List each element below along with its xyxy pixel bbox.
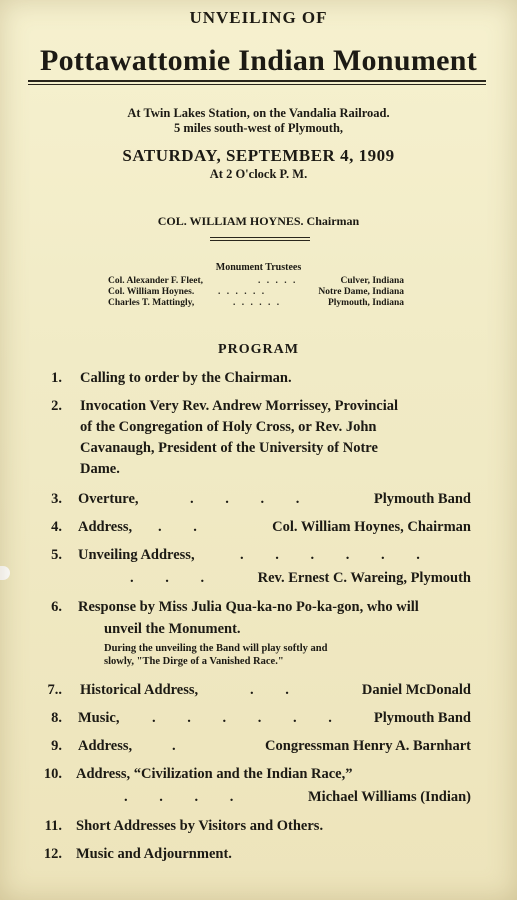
program-heading: PROGRAM bbox=[218, 342, 299, 357]
item-number: 7.. bbox=[47, 682, 62, 698]
program-note: slowly, "The Dirge of a Vanished Race." bbox=[104, 656, 284, 667]
item-number: 11. bbox=[44, 818, 62, 834]
item-number: 8. bbox=[51, 710, 62, 726]
program-item-text: Short Addresses by Visitors and Others. bbox=[76, 818, 324, 834]
item-number: 9. bbox=[51, 738, 62, 754]
leader-dots: . . . . . . bbox=[152, 710, 346, 726]
leader-dots: . bbox=[172, 738, 190, 754]
program-item-label: Historical Address, bbox=[80, 682, 199, 698]
program-item-performer: Col. William Hoynes, Chairman bbox=[272, 519, 471, 535]
program-item-label: Music, bbox=[78, 710, 120, 726]
program-item-label: Address, “Civilization and the Indian Race,” bbox=[76, 766, 353, 782]
location-line-2: 5 miles south-west of Plymouth, bbox=[173, 121, 344, 135]
program-item-label: Unveiling Address, bbox=[78, 547, 195, 563]
program-item-performer: Plymouth Band bbox=[373, 491, 471, 507]
location-line-1: At Twin Lakes Station, on the Vandalia Railroad. bbox=[127, 106, 390, 120]
trustee-row bbox=[108, 298, 404, 310]
program-item-performer: Rev. Ernest C. Wareing, Plymouth bbox=[257, 570, 471, 586]
program-item-performer: Daniel McDonald bbox=[361, 682, 471, 698]
divider-rule bbox=[210, 237, 310, 238]
program-item-performer: Plymouth Band bbox=[373, 710, 471, 726]
chairman-line: COL. WILLIAM HOYNES. Chairman bbox=[157, 214, 360, 228]
trustee-name: Charles T. Mattingly, bbox=[108, 298, 195, 308]
item-number: 1. bbox=[51, 370, 62, 386]
leader-dots: . . . . . bbox=[258, 276, 298, 286]
leader-dots: . . . bbox=[130, 570, 219, 586]
item-number: 12. bbox=[43, 846, 62, 862]
torn-edge-notch bbox=[0, 566, 10, 580]
item-number: 4. bbox=[51, 519, 62, 535]
trustees-heading: Monument Trustees bbox=[215, 262, 302, 273]
program-item-label: Address, bbox=[78, 738, 133, 754]
program-note: During the unveiling the Band will play softly and bbox=[104, 643, 328, 654]
item-number: 10. bbox=[43, 766, 62, 782]
monument-title: Pottawattomie Indian Monument bbox=[39, 44, 478, 77]
leader-dots: . . . . bbox=[124, 789, 248, 805]
program-item-text: of the Congregation of Holy Cross, or Rev. John bbox=[80, 419, 377, 435]
trustee-place: Notre Dame, Indiana bbox=[318, 287, 404, 297]
divider-rule bbox=[210, 240, 310, 241]
program-item-performer: Congressman Henry A. Barnhart bbox=[265, 738, 471, 754]
program-item-text: Response by Miss Julia Qua-ka-no Po-ka-gon, who will bbox=[78, 599, 419, 615]
title-rule-top bbox=[28, 80, 486, 82]
trustee-name: Col. William Hoynes. bbox=[108, 287, 195, 297]
program-item-text: unveil the Monument. bbox=[104, 621, 241, 637]
program-item-text: Music and Adjournment. bbox=[76, 846, 232, 862]
trustee-place: Plymouth, Indiana bbox=[327, 298, 404, 308]
event-time: At 2 O'clock P. M. bbox=[209, 167, 308, 181]
item-number: 3. bbox=[51, 491, 62, 507]
leader-dots: . . . . . . bbox=[233, 298, 282, 308]
leader-dots: . . bbox=[158, 519, 211, 535]
unveiling-heading: UNVEILING OF bbox=[189, 8, 328, 27]
program-item-label: Address, bbox=[78, 519, 133, 535]
item-number: 2. bbox=[51, 398, 62, 414]
leader-dots: . . . . . . bbox=[218, 287, 267, 297]
event-date: SATURDAY, SEPTEMBER 4, 1909 bbox=[122, 146, 395, 165]
trustee-place: Culver, Indiana bbox=[340, 276, 404, 286]
program-item-text: Dame. bbox=[80, 461, 120, 477]
program-item-text: Cavanaugh, President of the University of Notre bbox=[80, 440, 378, 456]
program-item-text: Calling to order by the Chairman. bbox=[80, 370, 292, 386]
leader-dots: . . bbox=[250, 682, 303, 698]
title-rule-bottom bbox=[28, 84, 486, 85]
item-number: 5. bbox=[51, 547, 62, 563]
item-number: 6. bbox=[51, 599, 62, 615]
program-item-performer: Michael Williams (Indian) bbox=[307, 789, 471, 805]
leader-dots: . . . . . . bbox=[240, 547, 434, 563]
program-item-label: Overture, bbox=[78, 491, 139, 507]
program-item-text: Invocation Very Rev. Andrew Morrissey, Provincial bbox=[80, 398, 399, 414]
trustee-name: Col. Alexander F. Fleet, bbox=[108, 276, 203, 286]
leader-dots: . . . . bbox=[190, 491, 314, 507]
